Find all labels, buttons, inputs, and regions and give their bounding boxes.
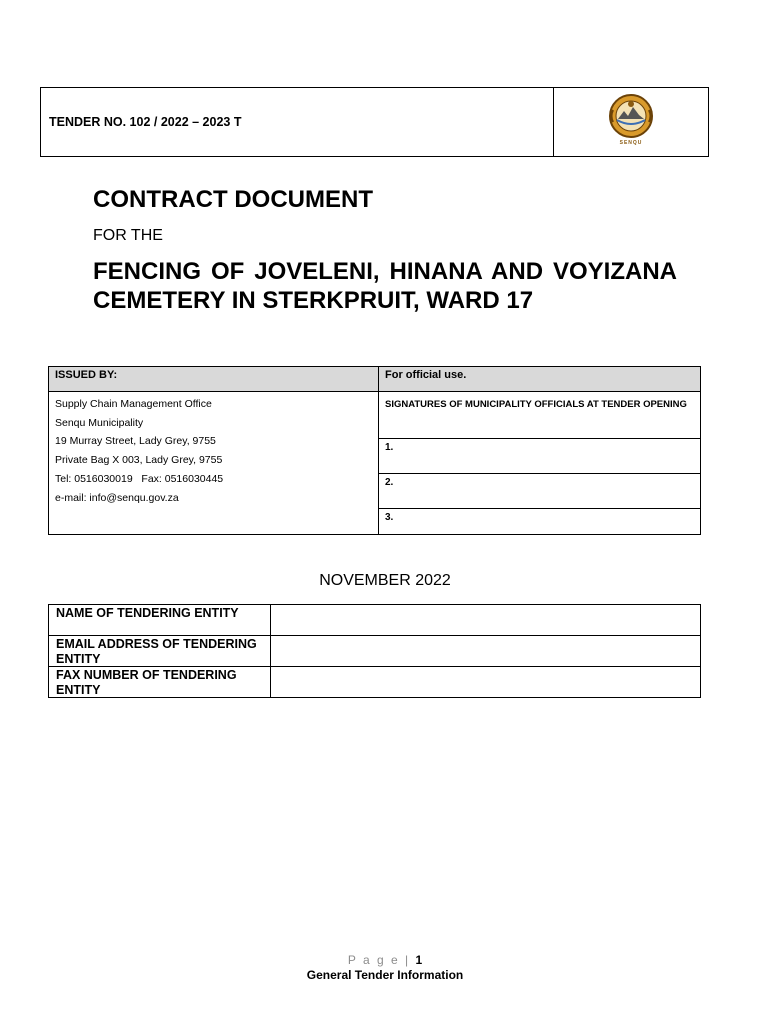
document-title: CONTRACT DOCUMENT [93, 186, 373, 213]
signatures-label: SIGNATURES OF MUNICIPALITY OFFICIALS AT TENDER OPENING [379, 392, 700, 439]
page-indicator [0, 953, 770, 967]
issuer-line: Supply Chain Management Office [55, 398, 212, 410]
document-date: NOVEMBER 2022 [319, 572, 451, 589]
page-label: P a g e | [347, 953, 411, 967]
issuer-line: Private Bag X 003, Lady Grey, 9755 [55, 454, 223, 467]
page-footer [0, 953, 770, 982]
entity-fax-field[interactable] [271, 667, 700, 697]
issuer-line: Senqu Municipality [55, 416, 144, 429]
entity-email-label: EMAIL ADDRESS OF TENDERING ENTITY [49, 636, 271, 666]
signature-row[interactable]: 3. [385, 512, 394, 523]
official-use-heading: For official use. [379, 367, 700, 392]
signature-row[interactable]: 1. [379, 439, 700, 474]
entity-fax-label: FAX NUMBER OF TENDERING ENTITY [49, 667, 271, 697]
issued-by-cell [49, 367, 379, 534]
table-row [49, 605, 700, 636]
tender-number: TENDER NO. 102 / 2022 – 2023 T [41, 88, 554, 156]
project-title: FENCING OF JOVELENI, HINANA AND VOYIZANA CEMETERY IN STERKPRUIT, WARD 17 [93, 258, 677, 314]
logo-caption: SENQU [619, 140, 643, 146]
table-row [49, 667, 700, 697]
page-number: 1 [415, 953, 423, 967]
senqu-logo [606, 92, 656, 152]
municipal-crest-icon [607, 92, 655, 142]
issuer-line: Tel: 0516030019 Fax: 0516030445 [55, 472, 224, 485]
issued-by-table [48, 366, 701, 535]
document-subtitle: FOR THE [93, 227, 163, 244]
issuer-address [49, 392, 378, 510]
tender-header [40, 87, 709, 157]
official-use-cell [379, 367, 700, 534]
issuer-line: e-mail: info@senqu.gov.za [55, 491, 179, 504]
tendering-entity-table [48, 604, 701, 698]
entity-email-field[interactable] [271, 636, 700, 666]
footer-section-title: General Tender Information [306, 968, 464, 982]
entity-name-field[interactable] [271, 605, 700, 635]
logo-cell [554, 88, 708, 156]
issuer-line: 19 Murray Street, Lady Grey, 9755 [55, 435, 216, 448]
table-row [49, 636, 700, 667]
signature-row[interactable]: 2. [379, 474, 700, 509]
entity-name-label: NAME OF TENDERING ENTITY [49, 605, 271, 635]
issued-by-heading: ISSUED BY: [49, 367, 378, 392]
